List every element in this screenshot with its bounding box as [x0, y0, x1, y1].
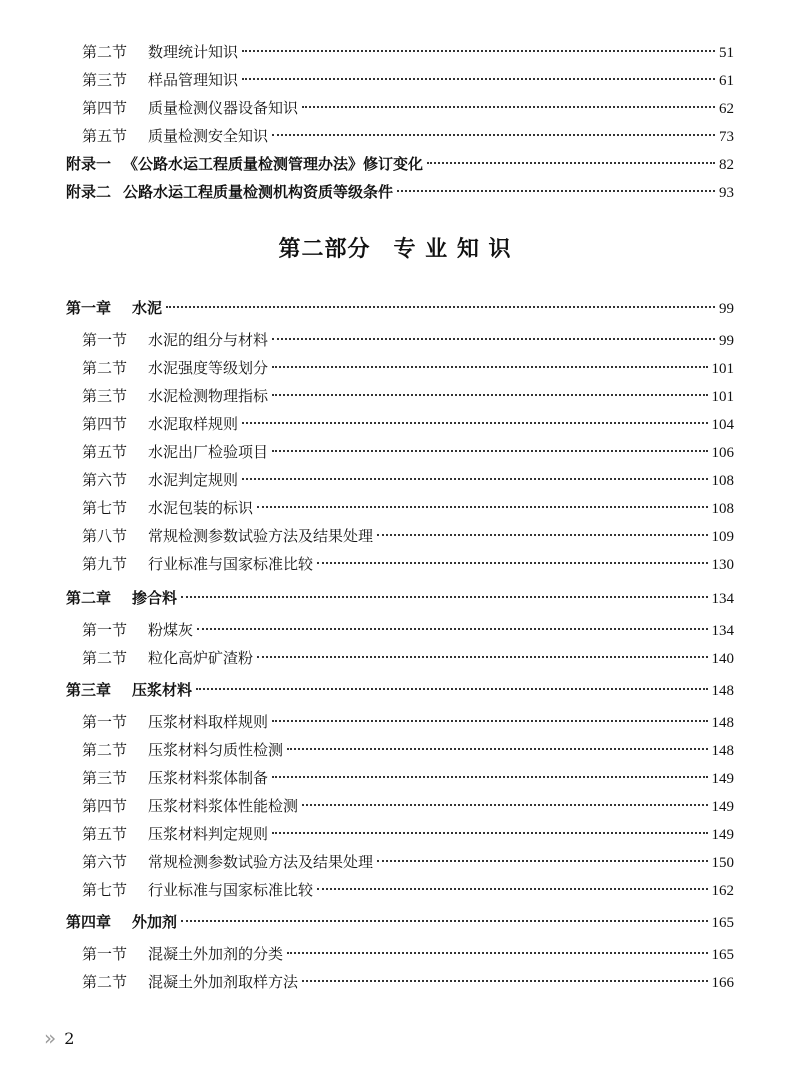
dot-leader — [272, 394, 707, 396]
page-number: 108 — [711, 473, 734, 489]
section-title: 粒化高炉矿渣粉 — [148, 649, 254, 667]
appendix-label: 附录二 — [66, 183, 112, 201]
toc-entry-section[interactable] — [82, 972, 734, 993]
dot-leader — [377, 534, 707, 536]
dot-leader — [317, 888, 707, 890]
toc-entry-section[interactable] — [82, 824, 734, 845]
page-number: 99 — [719, 301, 734, 317]
toc-entry-section[interactable] — [82, 126, 734, 147]
dot-leader — [272, 450, 707, 452]
dot-leader — [272, 720, 707, 722]
dot-leader — [302, 106, 715, 108]
section-title: 数理统计知识 — [148, 43, 239, 61]
dot-leader — [302, 804, 707, 806]
section-title: 水泥取样规则 — [148, 415, 239, 433]
page-footer — [44, 1026, 74, 1050]
section-title: 常规检测参数试验方法及结果处理 — [148, 527, 374, 545]
chapter-title: 压浆材料 — [132, 681, 193, 699]
chapter-label: 第三章 — [66, 681, 112, 699]
toc-entry-section[interactable] — [82, 70, 734, 91]
page-number: 149 — [711, 799, 734, 815]
section-label: 第四节 — [82, 415, 128, 433]
section-label: 第一节 — [82, 713, 128, 731]
toc-entry-section[interactable] — [82, 526, 734, 547]
toc-entry-chapter[interactable] — [66, 588, 734, 609]
toc-entry-section[interactable] — [82, 852, 734, 873]
page-number: 104 — [711, 417, 734, 433]
page-number: 148 — [711, 743, 734, 759]
page-number: 73 — [719, 129, 734, 145]
toc-entry-section[interactable] — [82, 796, 734, 817]
section-label: 第一节 — [82, 331, 128, 349]
section-label: 第二节 — [82, 973, 128, 991]
toc-entry-section[interactable] — [82, 554, 734, 575]
toc-entry-section[interactable] — [82, 98, 734, 119]
toc-entry-section[interactable] — [82, 386, 734, 407]
chapter-title: 掺合料 — [132, 589, 178, 607]
page-number: 165 — [711, 947, 734, 963]
appendix-title: 公路水运工程质量检测机构资质等级条件 — [123, 183, 394, 201]
dot-leader — [181, 596, 707, 598]
section-title: 质量检测安全知识 — [148, 127, 269, 145]
toc-entry-section[interactable] — [82, 648, 734, 669]
toc-entry-appendix[interactable] — [66, 182, 734, 203]
dot-leader — [242, 478, 707, 480]
section-title: 水泥出厂检验项目 — [148, 443, 269, 461]
page-number: 99 — [719, 333, 734, 349]
page-number: 108 — [711, 501, 734, 517]
section-title: 水泥的组分与材料 — [148, 331, 269, 349]
page-number: 93 — [719, 185, 734, 201]
section-title: 质量检测仪器设备知识 — [148, 99, 299, 117]
dot-leader — [196, 688, 707, 690]
dot-leader — [242, 422, 707, 424]
dot-leader — [257, 656, 707, 658]
dot-leader — [317, 562, 707, 564]
section-title: 行业标准与国家标准比较 — [148, 881, 314, 899]
dot-leader — [272, 134, 715, 136]
page-number: 130 — [711, 557, 734, 573]
section-label: 第五节 — [82, 825, 128, 843]
dot-leader — [377, 860, 707, 862]
dot-leader — [181, 920, 707, 922]
section-title: 混凝土外加剂的分类 — [148, 945, 284, 963]
section-label: 第六节 — [82, 471, 128, 489]
section-title: 粉煤灰 — [148, 621, 194, 639]
section-label: 第二节 — [82, 741, 128, 759]
section-label: 第一节 — [82, 621, 128, 639]
chapter-label: 第四章 — [66, 913, 112, 931]
section-title: 水泥强度等级划分 — [148, 359, 269, 377]
dot-leader — [257, 506, 707, 508]
page-number: 61 — [719, 73, 734, 89]
dot-leader — [287, 748, 707, 750]
toc-entry-section[interactable] — [82, 768, 734, 789]
toc-entry-section[interactable] — [82, 470, 734, 491]
page-number: 62 — [719, 101, 734, 117]
page-number: 101 — [711, 389, 734, 405]
section-title: 压浆材料浆体制备 — [148, 769, 269, 787]
chapter-title: 水泥 — [132, 299, 163, 317]
dot-leader — [302, 980, 707, 982]
toc-entry-section[interactable] — [82, 442, 734, 463]
dot-leader — [197, 628, 707, 630]
chapter-title: 外加剂 — [132, 913, 178, 931]
dot-leader — [397, 190, 715, 192]
page-number: 148 — [711, 683, 734, 699]
section-label: 第五节 — [82, 127, 128, 145]
section-label: 第六节 — [82, 853, 128, 871]
page-number: 162 — [711, 883, 734, 899]
section-title: 混凝土外加剂取样方法 — [148, 973, 299, 991]
chapter-label: 第一章 — [66, 299, 112, 317]
dot-leader — [272, 338, 715, 340]
toc-entry-section[interactable] — [82, 498, 734, 519]
toc-entry-section[interactable] — [82, 620, 734, 641]
page-number: 148 — [711, 715, 734, 731]
page-number: 134 — [711, 591, 734, 607]
toc-entry-section[interactable] — [82, 740, 734, 761]
section-label: 第九节 — [82, 555, 128, 573]
section-title: 压浆材料判定规则 — [148, 825, 269, 843]
section-label: 第八节 — [82, 527, 128, 545]
toc-entry-section[interactable] — [82, 414, 734, 435]
page-number: 150 — [711, 855, 734, 871]
chapter-label: 第二章 — [66, 589, 112, 607]
toc-entry-section[interactable] — [82, 944, 734, 965]
page-number: 166 — [711, 975, 734, 991]
page-number: 82 — [719, 157, 734, 173]
section-label: 第二节 — [82, 649, 128, 667]
appendix-label: 附录一 — [66, 155, 112, 173]
page-number: 109 — [711, 529, 734, 545]
section-label: 第三节 — [82, 769, 128, 787]
page-number: 101 — [711, 361, 734, 377]
section-label: 第四节 — [82, 99, 128, 117]
part-title: 第二部分 专 业 知 识 — [278, 237, 512, 262]
dot-leader — [427, 162, 715, 164]
toc-entry-section[interactable] — [82, 712, 734, 733]
page-number: 149 — [711, 771, 734, 787]
double-chevron-icon: » — [44, 1026, 55, 1050]
page-number: 149 — [711, 827, 734, 843]
toc-entry-section[interactable] — [82, 358, 734, 379]
section-label: 第三节 — [82, 71, 128, 89]
dot-leader — [242, 78, 715, 80]
appendix-title: 《公路水运工程质量检测管理办法》修订变化 — [123, 155, 424, 173]
dot-leader — [272, 776, 707, 778]
toc-entry-section[interactable] — [82, 330, 734, 351]
dot-leader — [272, 366, 707, 368]
page-number: 51 — [719, 45, 734, 61]
section-label: 第三节 — [82, 387, 128, 405]
section-title: 压浆材料匀质性检测 — [148, 741, 284, 759]
section-label: 第四节 — [82, 797, 128, 815]
dot-leader — [166, 306, 715, 308]
section-label: 第七节 — [82, 499, 128, 517]
section-title: 压浆材料取样规则 — [148, 713, 269, 731]
dot-leader — [287, 952, 707, 954]
section-title: 常规检测参数试验方法及结果处理 — [148, 853, 374, 871]
section-label: 第二节 — [82, 359, 128, 377]
toc-entry-section[interactable] — [82, 42, 734, 63]
section-title: 样品管理知识 — [148, 71, 239, 89]
page-number: 140 — [711, 651, 734, 667]
page-number: 106 — [711, 445, 734, 461]
section-label: 第一节 — [82, 945, 128, 963]
toc-entry-section[interactable] — [82, 880, 734, 901]
dot-leader — [242, 50, 715, 52]
section-title: 水泥判定规则 — [148, 471, 239, 489]
section-title: 行业标准与国家标准比较 — [148, 555, 314, 573]
section-label: 第五节 — [82, 443, 128, 461]
toc-entry-chapter[interactable] — [66, 298, 734, 319]
toc-entry-chapter[interactable] — [66, 912, 734, 933]
page-number: 165 — [711, 915, 734, 931]
section-label: 第二节 — [82, 43, 128, 61]
toc-entry-chapter[interactable] — [66, 680, 734, 701]
page-number: 134 — [711, 623, 734, 639]
dot-leader — [272, 832, 707, 834]
section-title: 水泥检测物理指标 — [148, 387, 269, 405]
section-title: 压浆材料浆体性能检测 — [148, 797, 299, 815]
toc-entry-appendix[interactable] — [66, 154, 734, 175]
section-label: 第七节 — [82, 881, 128, 899]
section-title: 水泥包装的标识 — [148, 499, 254, 517]
footer-page-number: 2 — [64, 1028, 75, 1048]
